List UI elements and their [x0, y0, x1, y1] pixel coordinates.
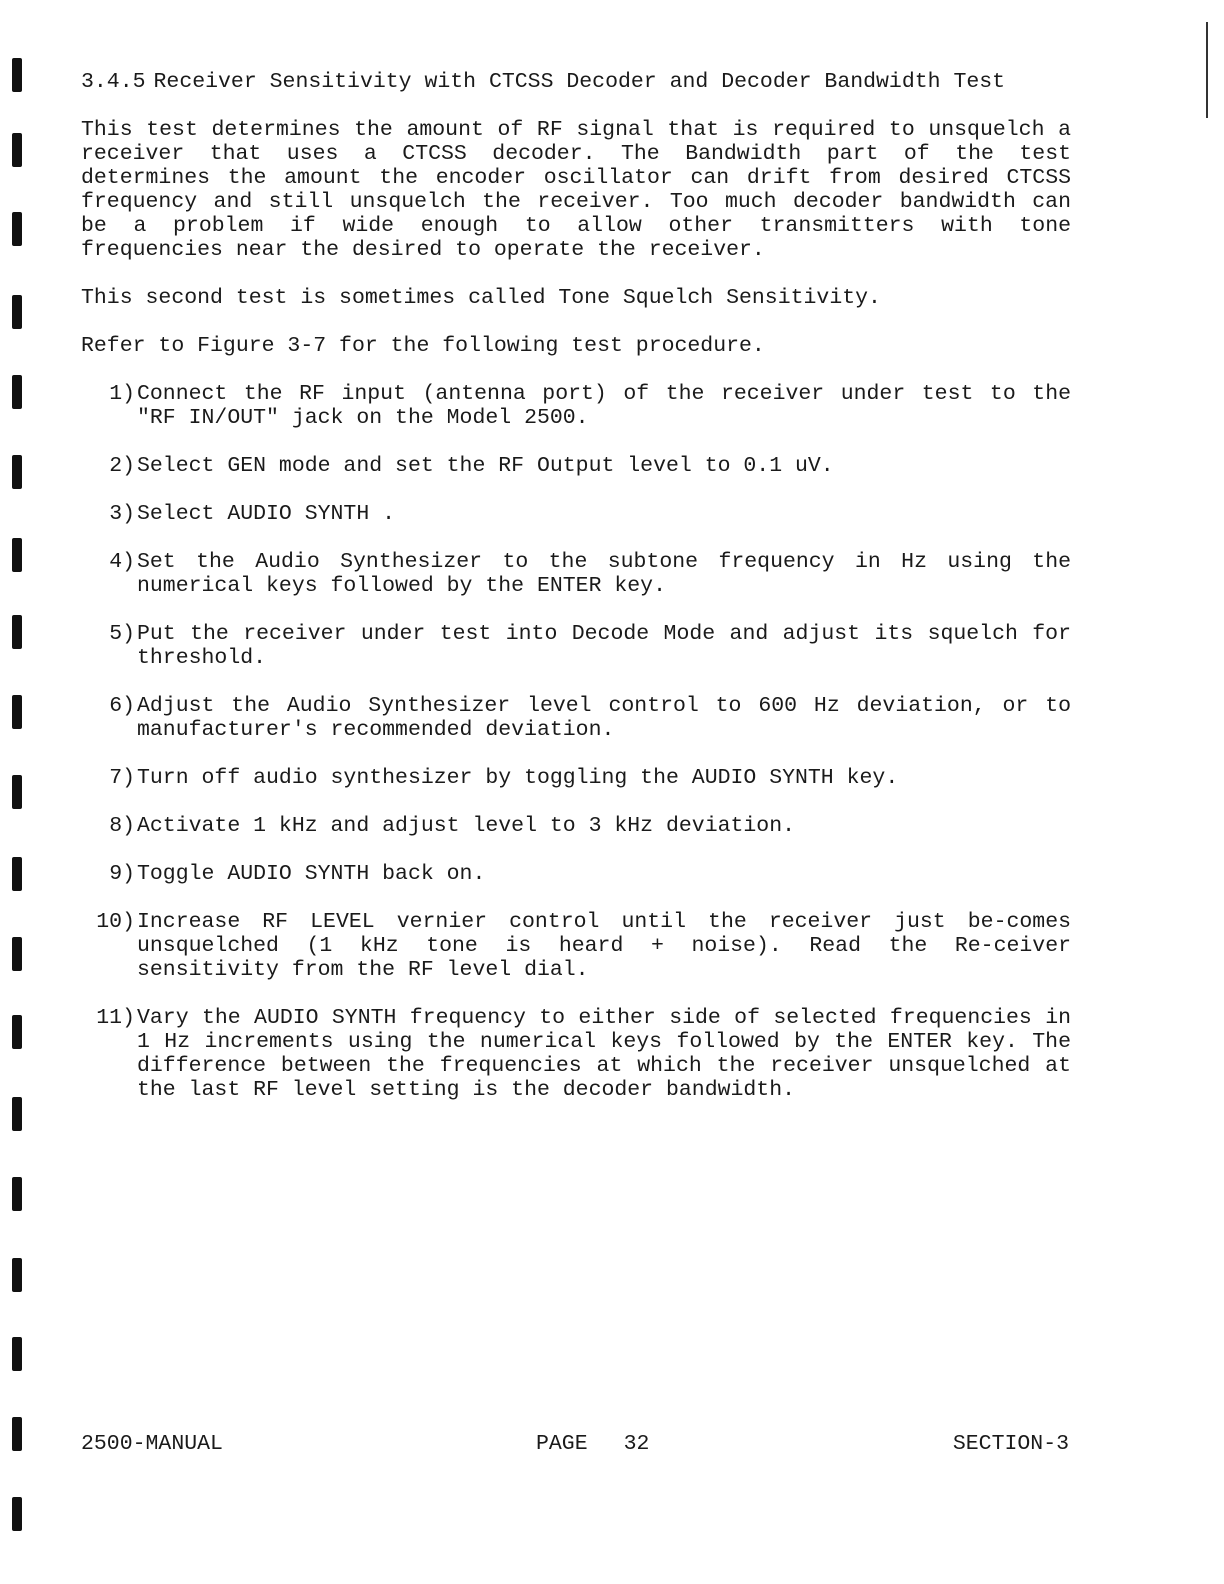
step-number: 10) [96, 910, 135, 934]
step-number: 8) [109, 814, 135, 838]
punch-mark [12, 1015, 22, 1049]
punch-mark [12, 1097, 22, 1131]
procedure-step [81, 454, 1071, 478]
procedure-step [81, 622, 1071, 670]
punch-mark [12, 295, 22, 329]
step-number: 5) [109, 622, 135, 646]
punch-mark [12, 1497, 22, 1531]
punch-mark [12, 615, 22, 649]
procedure-step [81, 862, 1071, 886]
step-text: Set the Audio Synthesizer to the subtone frequency in Hz using the numerical keys followed by the ENTER key. [137, 550, 1071, 598]
footer-page-label: PAGE [536, 1432, 588, 1456]
step-number: 6) [109, 694, 135, 718]
punch-mark [12, 375, 22, 409]
procedure-step [81, 1006, 1071, 1102]
procedure-steps [81, 382, 1071, 1102]
procedure-step [81, 550, 1071, 598]
step-number: 1) [109, 382, 135, 406]
section-number: 3.4.5 [81, 70, 146, 94]
punch-mark [12, 212, 22, 246]
footer-section-name: SECTION-3 [952, 1432, 1069, 1456]
procedure-step [81, 694, 1071, 742]
footer-page-indicator [536, 1432, 649, 1456]
punch-mark [12, 937, 22, 971]
step-text: Increase RF LEVEL vernier control until the receiver just be-comes unsquelched (1 kHz tone is heard + noise). Read the Re-ceiver sensitivity from the RF level dial. [137, 910, 1071, 982]
punch-mark [12, 1258, 22, 1292]
punch-mark [12, 1177, 22, 1211]
step-text: Toggle AUDIO SYNTH back on. [137, 862, 486, 886]
footer-manual-name: 2500-MANUAL [81, 1432, 223, 1456]
step-text: Vary the AUDIO SYNTH frequency to either side of selected frequencies in 1 Hz increments using the numerical keys followed by the ENTER key. The difference between the frequencies at which the receiver unsquelched at the last RF level setting is the decoder bandwidth. [137, 1006, 1071, 1102]
punch-mark [12, 455, 22, 489]
punch-mark [12, 538, 22, 572]
note-paragraph: This second test is sometimes called Tone Squelch Sensitivity. [81, 286, 881, 310]
section-title: Receiver Sensitivity with CTCSS Decoder and Decoder Bandwidth Test [153, 70, 1006, 94]
procedure-step [81, 814, 1071, 838]
step-text: Select AUDIO SYNTH . [137, 502, 396, 526]
page-content [81, 70, 1071, 1126]
step-number: 3) [109, 502, 135, 526]
punch-mark [12, 1337, 22, 1371]
step-number: 7) [109, 766, 135, 790]
reference-paragraph: Refer to Figure 3-7 for the following test procedure. [81, 334, 765, 358]
step-number: 2) [109, 454, 135, 478]
punch-mark [12, 857, 22, 891]
intro-paragraph: This test determines the amount of RF signal that is required to unsquelch a receiver that uses a CTCSS decoder. The Bandwidth part of the test determines the amount the encoder oscillator can drift from desired CTCSS frequency and still unsquelch the receiver. Too much decoder bandwidth can be a problem if wide enough to allow other transmitters with tone frequencies near the desired to operate the receiver. [81, 118, 1071, 262]
footer-page-number: 32 [623, 1432, 650, 1456]
step-text: Put the receiver under test into Decode Mode and adjust its squelch for threshold. [137, 622, 1071, 670]
section-heading [81, 70, 1071, 94]
step-text: Activate 1 kHz and adjust level to 3 kHz deviation. [137, 814, 796, 838]
step-text: Adjust the Audio Synthesizer level control to 600 Hz deviation, or to manufacturer's recommended deviation. [137, 694, 1071, 742]
step-number: 4) [109, 550, 135, 574]
binder-punch-marks [0, 0, 30, 1584]
procedure-step [81, 502, 1071, 526]
step-text: Select GEN mode and set the RF Output level to 0.1 uV. [137, 454, 834, 478]
punch-mark [12, 1417, 22, 1451]
page-edge-line [1206, 22, 1208, 118]
punch-mark [12, 58, 22, 92]
step-number: 9) [109, 862, 135, 886]
punch-mark [12, 775, 22, 809]
procedure-step [81, 382, 1071, 430]
punch-mark [12, 695, 22, 729]
step-text: Turn off audio synthesizer by toggling the AUDIO SYNTH key. [137, 766, 899, 790]
punch-mark [12, 133, 22, 167]
procedure-step [81, 766, 1071, 790]
procedure-step [81, 910, 1071, 982]
step-text: Connect the RF input (antenna port) of the receiver under test to the "RF IN/OUT" jack on the Model 2500. [137, 382, 1071, 430]
step-number: 11) [96, 1006, 135, 1030]
